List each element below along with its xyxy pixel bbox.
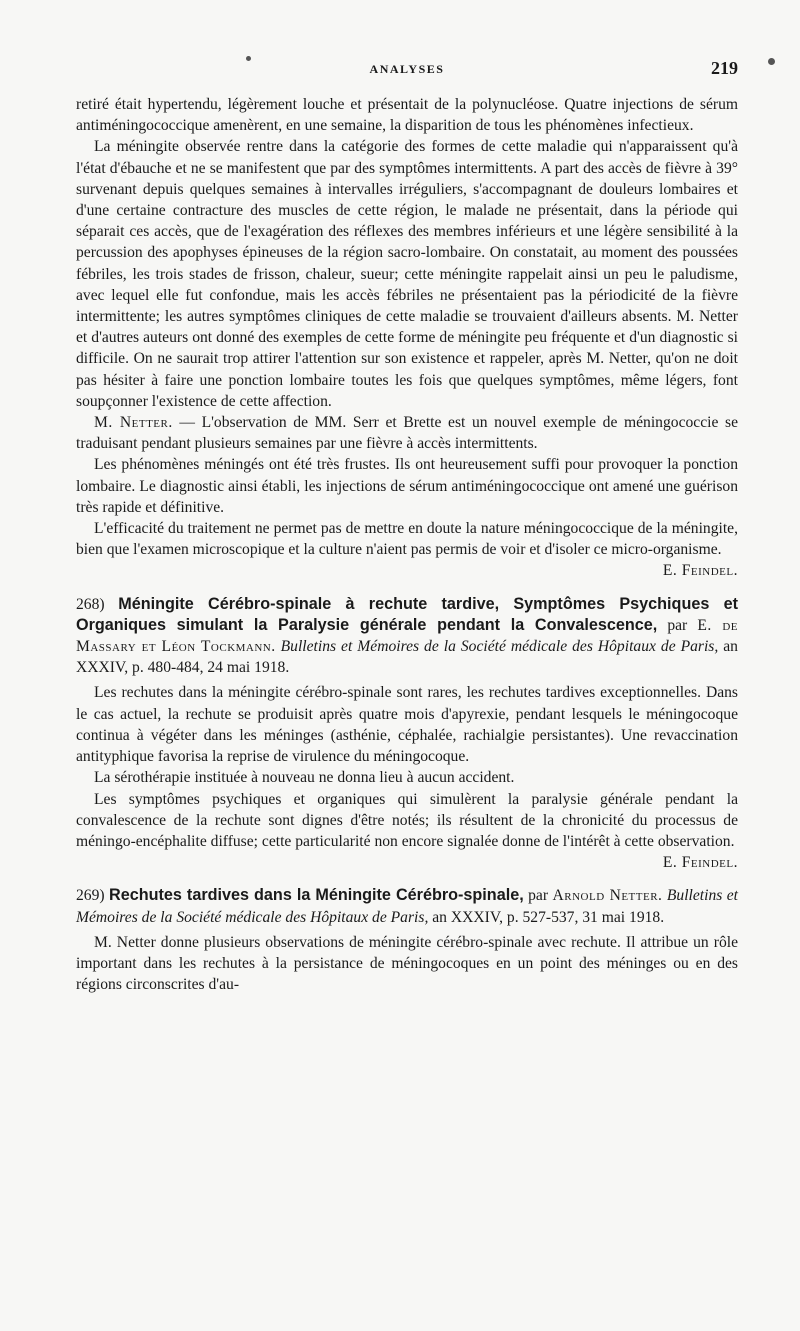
article-title: Rechutes tardives dans la Méningite Cérébro-spinale, [109, 886, 524, 905]
intro-paragraph-5 [76, 518, 738, 582]
intro-paragraph-2: La méningite observée rentre dans la catégorie des formes de cette maladie qui n'apparaissent qu'à l'état d'ébauche et ne se manifestent que par des symptômes intermittents. A part des accès de fièvre à 39° survenant depuis quelques semaines à intervalles irréguliers, s'accompagnant de douleurs lombaires et d'une certaine contracture des muscles de cette région, le malade ne présentait, dans la période qui séparait ces accès, que de l'exagération des réflexes des membres inférieurs et une légère sensibilité à la percussion des apophyses épineuses de la région sacro-lombaire. On constatait, au moment des poussées fébriles, les trois stades de frisson, chaleur, sueur; cette méningite rappelait ainsi un peu le paludisme, avec lequel elle fut confondue, mais les accès fébriles ne présentaient pas la périodicité de la fièvre intermittente; les autres symptômes cliniques de cette maladie se trouvaient d'ailleurs absents. M. Netter et d'autres auteurs ont donné des exemples de cette forme de méningite peu fréquente et d'un diagnostic si difficile. On ne saurait trop attirer l'attention sur son existence et rappeler, après M. Netter, qu'on ne doit pas hésiter à faire une ponction lombaire toutes les fois que quelques symptômes, même légers, font soupçonner l'existence de cette affection. [76, 138, 738, 410]
intro-paragraph-4: Les phénomènes méningés ont été très frustes. Ils ont heureusement suffi pour provoquer la ponction lombaire. Le diagnostic ainsi établi, les injections de sérum antiméningococcique ont amené une guérison très rapide et définitive. [76, 456, 738, 516]
article-268-paragraph-1: Les rechutes dans la méningite cérébro-spinale sont rares, les rechutes tardives exceptionnelles. Dans le cas actuel, la rechute se produisit après quatre mois d'apyrexie, pendant lesquels le méningocoque continua à végéter dans les méninges (asthénie, céphalée, rachialgie persistantes). Une revaccination antityphique favorisa la reprise de virulence du méningocoque. [76, 684, 738, 766]
article-authors: Arnold Netter. [552, 887, 663, 905]
article-title: Méningite Cérébro-spinale à rechute tardive, Symptômes Psychiques et Organiques simulant la Paralysie générale pendant la Convalescence, [76, 594, 738, 634]
article-citation: Bulletins et Mémoires de la Société médicale des Hôpitaux de Paris, [76, 887, 739, 926]
article-by: par [523, 887, 553, 905]
article-269-paragraph-1: M. Netter donne plusieurs observations de méningite cérébro-spinale avec rechute. Il attribue un rôle important dans les rechutes à la persistance de méningocoques en un point des méninges ou en des régions circonscrites d'au- [76, 933, 738, 994]
intro-paragraph-1: retiré était hypertendu, légèrement louche et présentait de la polynucléose. Quatre injections de sérum antiméningococcique amenèrent, en une semaine, la disparition de tous les phénomènes infectieux. [76, 96, 738, 135]
signature: E. Feindel. [662, 562, 738, 580]
article-number: 269) [76, 887, 105, 905]
page-header [76, 58, 738, 84]
signature: E. Feindel. [662, 854, 738, 872]
page [76, 58, 738, 995]
article-number: 268) [76, 595, 105, 613]
specks [768, 58, 775, 65]
running-title: ANALYSES [369, 62, 445, 76]
article-authors: E. de Massary et Léon Tockmann. [76, 616, 738, 656]
article-268-heading [76, 594, 738, 679]
intro-paragraph-3-text: — L'observation de MM. Serr et Brette est un nouvel exemple de méningococcie se traduisant pendant plusieurs semaines par une fièvre à accès intermittents. [76, 414, 738, 453]
netter-name: M. Netter. [94, 414, 173, 432]
intro-paragraph-5-text: L'efficacité du traitement ne permet pas de mettre en doute la nature méningococcique de la méningite, bien que l'examen microscopique et la culture n'aient pas permis de voir et d'isoler ce micro-organisme. [76, 520, 738, 559]
intro-paragraph-3 [76, 412, 738, 454]
article-details: an XXXIV, p. 527-537, 31 mai 1918. [428, 908, 665, 926]
page-number: 219 [711, 58, 738, 78]
article-details: an XXXIV, p. 480-484, 24 mai 1918. [76, 638, 738, 677]
article-268-paragraph-3-text: Les symptômes psychiques et organiques qui simulèrent la paralysie générale pendant la convalescence de la rechute sont dignes d'être notés; ils résultent de la chronicité du processus de méningo-encéphalite diffuse; cette particularité non encore signalée donne de l'intérêt à cette observation. [76, 790, 738, 850]
article-268-paragraph-3 [76, 789, 738, 874]
article-269-heading [76, 885, 738, 927]
article-by: par [657, 616, 698, 634]
article-268-paragraph-2: La sérothérapie instituée à nouveau ne donna lieu à aucun accident. [94, 769, 515, 787]
article-citation: Bulletins et Mémoires de la Société médicale des Hôpitaux de Paris, [275, 638, 719, 656]
